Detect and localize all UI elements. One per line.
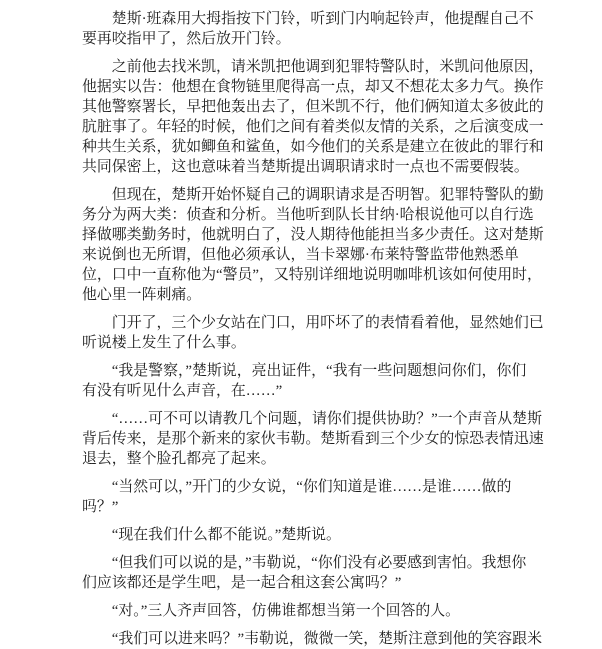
text-line: 背后传来，是那个新来的家伙韦勒。楚斯看到三个少女的惊恐表情迅速 (82, 431, 544, 447)
paragraph (82, 313, 545, 353)
text-line: “现在我们什么都不能说。”楚斯说。 (111, 527, 341, 543)
paragraph (82, 477, 545, 517)
paragraph (82, 409, 545, 469)
text-line: 肮脏事了。年轻的时候，他们之间有着类似友情的关系，之后演变成一 (82, 119, 544, 135)
text-line: “我们可以进来吗？”韦勒说，微微一笑，楚斯注意到他的笑容跟米 (111, 631, 542, 647)
text-line: 其他警察署长，早把他轰出去了，但米凯不行，他们俩知道太多彼此的 (82, 99, 544, 115)
paragraph (82, 525, 545, 545)
paragraph (82, 57, 545, 177)
text-line: 门开了，三个少女站在门口，用吓坏了的表情看着他，显然她们已 (111, 315, 544, 331)
text-line: 退去，整个脸孔都亮了起来。 (82, 451, 276, 467)
text-line: 们应该都还是学生吧，是一起合租这套公寓吗？” (82, 575, 402, 591)
text-line: 听说楼上发生了什么事。 (82, 335, 246, 351)
text-line: 有没有听见什么声音，在……” (82, 383, 283, 399)
text-line: “对。”三人齐声回答，仿佛谁都想当第一个回答的人。 (111, 603, 461, 619)
text-line: 他据实以告：他想在食物链里爬得高一点，却又不想花太多力气。换作 (82, 79, 544, 95)
paragraph (82, 9, 545, 49)
text-line: “当然可以，”开门的少女说，“你们知道是谁……是谁……做的 (111, 479, 512, 495)
text-line: 他心里一阵刺痛。 (82, 287, 202, 303)
text-line: 来说倒也无所谓，但他必须承认，当卡翠娜·布莱特警监带他熟悉单 (82, 247, 519, 263)
text-line: 但现在，楚斯开始怀疑自己的调职请求是否明智。犯罪特警队的勤 (111, 187, 544, 203)
paragraph (82, 629, 545, 649)
paragraph (82, 185, 545, 305)
text-line: 之前他去找米凯，请米凯把他调到犯罪特警队时，米凯问他原因， (111, 59, 544, 75)
text-line: 共同保密上，这也意味着当楚斯提出调职请求时一点也不需要假装。 (82, 159, 529, 175)
paragraph (82, 361, 545, 401)
text-line: 务分为两大类：侦查和分析。当他听到队长甘纳·哈根说他可以自行选 (82, 207, 534, 223)
text-line: 吗？” (82, 499, 119, 515)
text-line: 位，口中一直称他为“警员”，又特别详细地说明咖啡机该如何使用时， (82, 267, 542, 283)
text-line: 种共生关系，犹如鲫鱼和鲨鱼，如今他们的关系是建立在彼此的罪行和 (82, 139, 544, 155)
text-line: 要再咬指甲了，然后放开门铃。 (82, 31, 291, 47)
paragraph (82, 553, 545, 593)
text-content (82, 9, 545, 649)
paragraph (82, 601, 545, 621)
text-line: “……可不可以请教几个问题，请你们提供协助？”一个声音从楚斯 (111, 411, 542, 427)
text-line: 楚斯·班森用大拇指按下门铃，听到门内响起铃声，他提醒自己不 (111, 11, 534, 27)
text-line: “但我们可以说的是，”韦勒说，“你们没有必要感到害怕。我想你 (111, 555, 527, 571)
text-line: 择做哪类勤务时，他就明白了，没人期待他能担当多少责任。这对楚斯 (82, 227, 544, 243)
text-line: “我是警察，”楚斯说，亮出证件，“我有一些问题想问你们，你们 (111, 363, 527, 379)
